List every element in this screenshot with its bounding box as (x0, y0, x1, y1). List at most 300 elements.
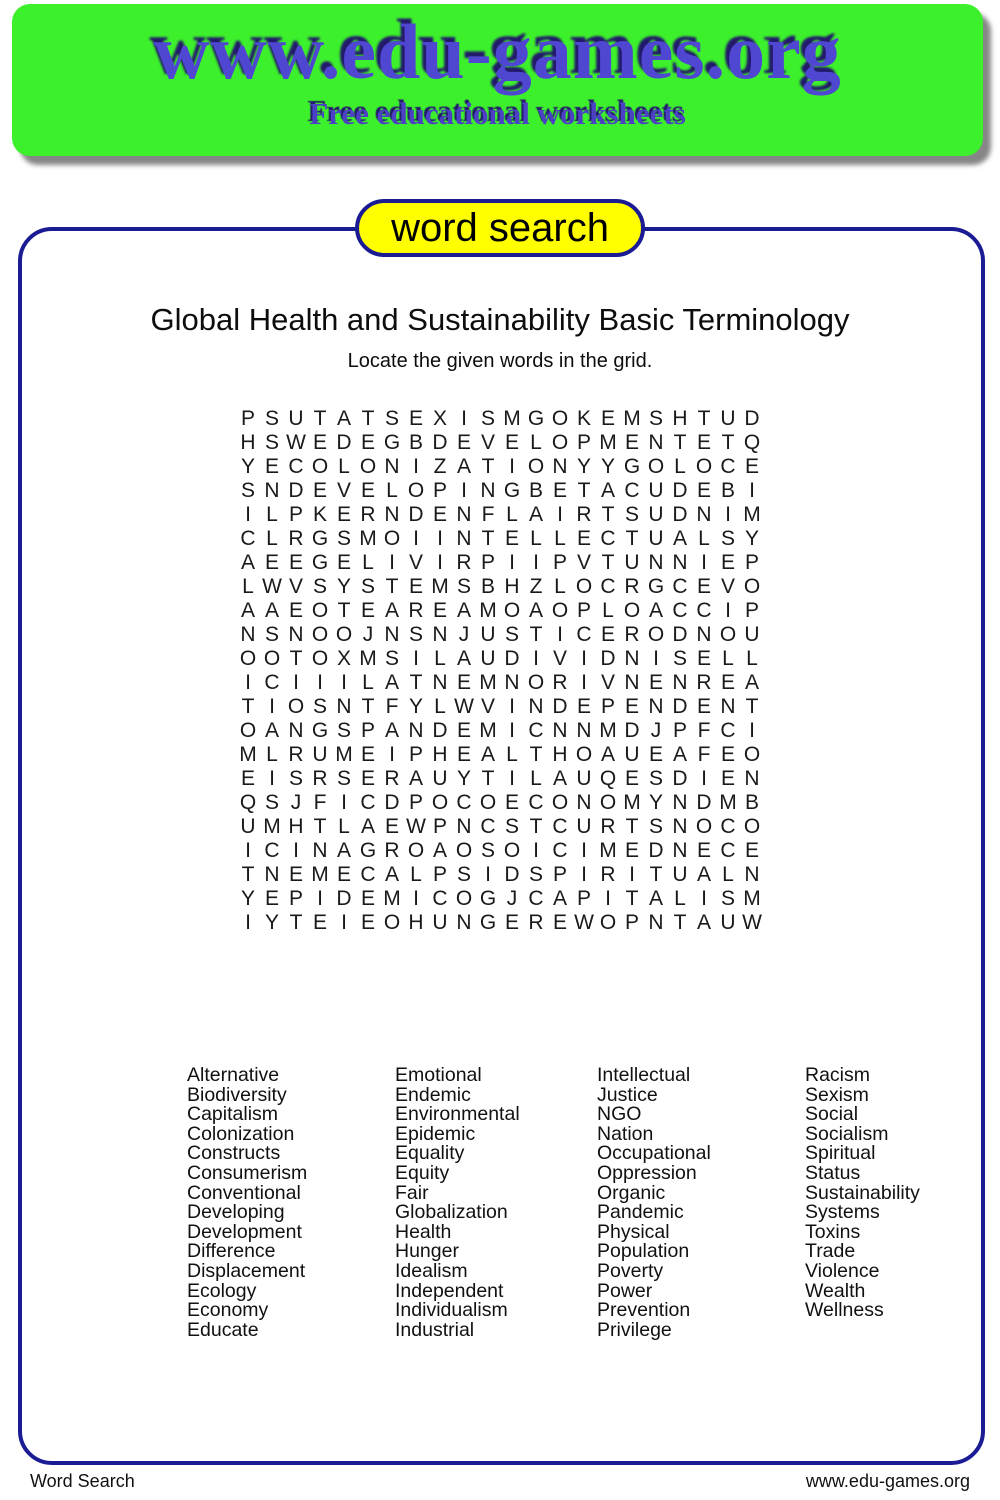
grid-cell: N (480, 479, 496, 502)
grid-cell: F (697, 719, 711, 742)
grid-cell: D (624, 719, 640, 742)
grid-cell: E (288, 551, 303, 574)
grid-cell: T (481, 767, 495, 790)
grid-cell: R (456, 551, 472, 574)
grid-cell: V (600, 671, 615, 694)
grid-cell: Q (743, 431, 761, 454)
grid-cell: A (528, 599, 543, 622)
grid-cell: O (647, 623, 665, 646)
grid-cell: O (263, 647, 281, 670)
grid-cell: V (480, 695, 495, 718)
grid-cell: U (720, 911, 736, 934)
grid-cell: D (672, 695, 688, 718)
grid-cell: N (456, 527, 472, 550)
grid-cell: M (359, 527, 377, 550)
word-item: Equity (395, 1161, 450, 1184)
grid-cell: T (601, 503, 615, 526)
grid-cell: D (504, 863, 520, 886)
grid-cell: S (624, 503, 639, 526)
grid-cell: S (408, 623, 423, 646)
grid-cell: L (530, 767, 542, 790)
grid-cell: I (389, 551, 395, 574)
grid-cell: L (338, 815, 350, 838)
grid-cell: N (456, 815, 472, 838)
grid-cell: O (407, 839, 425, 862)
grid-cell: N (648, 431, 664, 454)
grid-cell: L (602, 599, 614, 622)
grid-cell: D (552, 695, 568, 718)
grid-cell: S (336, 767, 351, 790)
grid-cell: E (576, 527, 591, 550)
grid-cell: C (432, 887, 448, 910)
grid-cell: O (575, 575, 593, 598)
grid-cell: T (625, 815, 639, 838)
grid-cell: L (530, 527, 542, 550)
grid-cell: A (432, 839, 447, 862)
grid-cell: M (335, 743, 353, 766)
grid-cell: L (554, 575, 566, 598)
grid-cell: V (552, 647, 567, 670)
word-item: Epidemic (395, 1122, 476, 1145)
grid-cell: N (576, 719, 592, 742)
grid-cell: U (624, 743, 640, 766)
grid-cell: A (648, 599, 663, 622)
grid-cell: N (648, 551, 664, 574)
grid-cell: O (239, 647, 257, 670)
grid-cell: S (504, 623, 519, 646)
word-item: Independent (395, 1279, 504, 1302)
grid-cell: M (479, 719, 497, 742)
grid-cell: S (384, 647, 399, 670)
grid-cell: I (389, 743, 395, 766)
grid-cell: F (313, 791, 327, 814)
grid-cell: A (456, 647, 471, 670)
grid-cell: P (432, 815, 447, 838)
grid-cell: A (696, 863, 711, 886)
grid-cell: A (384, 671, 399, 694)
grid-cell: A (672, 743, 687, 766)
grid-cell: S (336, 527, 351, 550)
grid-cell: E (336, 503, 351, 526)
grid-cell: I (341, 911, 347, 934)
grid-cell: N (432, 623, 448, 646)
grid-cell: O (455, 839, 473, 862)
grid-cell: I (461, 407, 467, 430)
grid-cell: O (599, 911, 617, 934)
word-item: Pandemic (597, 1201, 684, 1224)
grid-cell: D (672, 479, 688, 502)
grid-cell: U (576, 767, 592, 790)
grid-cell: D (672, 503, 688, 526)
grid-cell: T (529, 623, 543, 646)
grid-cell: T (697, 407, 711, 430)
grid-cell: N (264, 863, 280, 886)
word-item: Power (597, 1279, 653, 1302)
word-item: Environmental (395, 1103, 520, 1126)
grid-cell: O (695, 815, 713, 838)
grid-cell: S (480, 839, 495, 862)
grid-cell: E (600, 407, 615, 430)
grid-cell: R (600, 863, 616, 886)
grid-cell: I (533, 839, 539, 862)
word-item: Biodiversity (187, 1083, 287, 1106)
grid-cell: N (456, 503, 472, 526)
grid-cell: L (338, 455, 350, 478)
grid-cell: O (623, 599, 641, 622)
grid-cell: D (288, 479, 304, 502)
grid-cell: E (744, 455, 759, 478)
grid-cell: E (408, 575, 423, 598)
grid-cell: W (454, 695, 474, 718)
grid-cell: N (672, 839, 688, 862)
grid-cell: N (624, 671, 640, 694)
grid-cell: T (409, 671, 423, 694)
grid-cell: U (240, 815, 256, 838)
grid-cell: E (624, 839, 639, 862)
grid-cell: Y (408, 695, 423, 718)
grid-cell: E (744, 839, 759, 862)
grid-cell: P (576, 431, 591, 454)
grid-cell: S (648, 407, 663, 430)
grid-cell: T (241, 863, 255, 886)
grid-cell: E (360, 767, 375, 790)
grid-cell: I (413, 647, 419, 670)
grid-cell: C (600, 527, 616, 550)
grid-cell: U (720, 407, 736, 430)
grid-cell: A (264, 599, 279, 622)
grid-cell: I (581, 671, 587, 694)
word-item: Difference (187, 1240, 276, 1263)
word-search-badge (355, 199, 645, 257)
grid-cell: O (719, 623, 737, 646)
grid-cell: R (384, 767, 400, 790)
grid-cell: R (408, 599, 424, 622)
grid-cell: E (504, 911, 519, 934)
grid-cell: Y (264, 911, 279, 934)
word-item: Trade (805, 1240, 856, 1263)
grid-cell: M (359, 647, 377, 670)
grid-cell: E (360, 911, 375, 934)
grid-cell: N (408, 719, 424, 742)
word-item: Sexism (805, 1083, 869, 1106)
grid-cell: O (551, 407, 569, 430)
grid-cell: H (504, 575, 520, 598)
grid-cell: I (269, 767, 275, 790)
grid-cell: V (408, 551, 423, 574)
grid-cell: L (434, 695, 446, 718)
grid-cell: G (311, 719, 329, 742)
grid-cell: N (576, 791, 592, 814)
grid-cell: E (648, 671, 663, 694)
grid-cell: E (336, 863, 351, 886)
grid-cell: D (504, 647, 520, 670)
grid-cell: I (413, 455, 419, 478)
grid-cell: M (599, 839, 617, 862)
grid-cell: J (362, 623, 374, 646)
grid-cell: W (286, 431, 306, 454)
grid-cell: F (697, 743, 711, 766)
grid-cell: O (311, 623, 329, 646)
grid-cell: I (725, 503, 731, 526)
grid-cell: N (240, 623, 256, 646)
grid-cell: I (485, 863, 491, 886)
grid-cell: L (722, 647, 734, 670)
grid-cell: O (287, 695, 305, 718)
grid-cell: C (696, 599, 712, 622)
grid-cell: Z (433, 455, 447, 478)
grid-cell: I (341, 791, 347, 814)
grid-cell: W (262, 575, 282, 598)
grid-cell: I (557, 503, 563, 526)
grid-cell: D (408, 503, 424, 526)
grid-cell: S (672, 647, 687, 670)
grid-cell: I (629, 863, 635, 886)
grid-cell: G (623, 455, 641, 478)
grid-cell: G (383, 431, 401, 454)
grid-cell: C (720, 719, 736, 742)
grid-cell: P (600, 695, 615, 718)
header-card (12, 4, 983, 156)
grid-cell: G (503, 479, 521, 502)
grid-cell: P (360, 719, 375, 742)
grid-cell: T (673, 431, 687, 454)
grid-cell: E (240, 767, 255, 790)
grid-cell: T (313, 815, 327, 838)
word-item: Alternative (187, 1064, 280, 1086)
grid-cell: L (530, 431, 542, 454)
grid-cell: O (647, 455, 665, 478)
grid-cell: M (479, 671, 497, 694)
word-item: Colonization (187, 1122, 295, 1145)
grid-cell: N (672, 791, 688, 814)
grid-cell: E (432, 503, 447, 526)
word-item: Systems (805, 1201, 880, 1224)
grid-cell: K (312, 503, 327, 526)
word-item: Economy (187, 1299, 269, 1322)
grid-cell: O (695, 455, 713, 478)
grid-cell: E (264, 551, 279, 574)
grid-cell: S (456, 863, 471, 886)
grid-cell: T (649, 863, 663, 886)
grid-cell: I (245, 839, 251, 862)
grid-cell: S (720, 527, 735, 550)
grid-cell: U (672, 863, 688, 886)
grid-cell: B (480, 575, 495, 598)
grid-cell: W (574, 911, 594, 934)
grid-cell: P (552, 551, 567, 574)
grid-cell: I (725, 599, 731, 622)
grid-cell: L (266, 743, 278, 766)
grid-cell: A (552, 887, 567, 910)
grid-cell: I (605, 887, 611, 910)
grid-cell: M (311, 863, 329, 886)
grid-cell: E (696, 839, 711, 862)
grid-cell: R (288, 743, 304, 766)
grid-cell: A (696, 911, 711, 934)
grid-cell: P (288, 503, 303, 526)
grid-cell: O (359, 455, 377, 478)
grid-cell: E (336, 551, 351, 574)
grid-cell: A (600, 479, 615, 502)
grid-cell: B (720, 479, 735, 502)
grid-cell: I (437, 551, 443, 574)
grid-cell: M (431, 575, 449, 598)
grid-cell: N (696, 623, 712, 646)
grid-cell: C (360, 791, 376, 814)
word-item: Intellectual (597, 1064, 691, 1086)
grid-cell: C (264, 671, 280, 694)
grid-cell: N (384, 623, 400, 646)
grid-cell: E (696, 479, 711, 502)
grid-cell: I (701, 767, 707, 790)
word-column (187, 1066, 307, 1340)
grid-cell: U (288, 407, 304, 430)
grid-cell: U (744, 623, 760, 646)
grid-cell: X (336, 647, 351, 670)
grid-cell: E (624, 695, 639, 718)
word-item: Endemic (395, 1083, 471, 1106)
grid-cell: E (504, 431, 519, 454)
grid-cell: A (384, 599, 399, 622)
word-item: Social (805, 1103, 859, 1126)
grid-cell: E (624, 767, 639, 790)
grid-cell: C (720, 455, 736, 478)
grid-cell: I (509, 767, 515, 790)
grid-cell: H (408, 911, 424, 934)
grid-cell: E (264, 887, 279, 910)
grid-cell: E (720, 551, 735, 574)
grid-cell: I (581, 647, 587, 670)
word-item: Constructs (187, 1142, 281, 1165)
word-item: Capitalism (187, 1103, 279, 1126)
grid-cell: O (479, 791, 497, 814)
grid-cell: O (743, 575, 761, 598)
grid-cell: S (720, 887, 735, 910)
grid-cell: E (312, 911, 327, 934)
grid-cell: S (264, 407, 279, 430)
grid-cell: M (599, 431, 617, 454)
grid-cell: I (533, 551, 539, 574)
grid-cell: C (672, 575, 688, 598)
grid-cell: C (480, 815, 496, 838)
grid-cell: R (576, 503, 592, 526)
grid-cell: A (240, 599, 255, 622)
grid-cell: E (720, 671, 735, 694)
grid-cell: I (701, 551, 707, 574)
word-item: Toxins (805, 1220, 861, 1243)
grid-cell: D (384, 791, 400, 814)
grid-cell: I (341, 671, 347, 694)
grid-cell: E (648, 743, 663, 766)
grid-cell: G (359, 839, 377, 862)
grid-cell: N (288, 623, 304, 646)
word-item: Consumerism (187, 1161, 308, 1184)
grid-cell: O (311, 647, 329, 670)
grid-cell: I (557, 623, 563, 646)
grid-cell: L (746, 647, 758, 670)
site-tagline: Free educational worksheets (309, 96, 686, 131)
grid-cell: Q (239, 791, 257, 814)
grid-cell: R (696, 671, 712, 694)
grid-cell: O (311, 455, 329, 478)
grid-cell: N (384, 503, 400, 526)
grid-cell: C (288, 455, 304, 478)
grid-cell: C (528, 887, 544, 910)
puzzle-instruction: Locate the given words in the grid. (347, 350, 653, 372)
grid-cell: L (242, 575, 254, 598)
grid-cell: R (384, 839, 400, 862)
grid-cell: E (720, 743, 735, 766)
grid-cell: M (239, 743, 257, 766)
grid-cell: U (648, 503, 664, 526)
grid-cell: K (576, 407, 591, 430)
word-item: Socialism (805, 1122, 889, 1145)
grid-cell: E (696, 695, 711, 718)
word-item: Globalization (395, 1201, 508, 1224)
grid-cell: C (672, 599, 688, 622)
grid-cell: L (722, 863, 734, 886)
grid-cell: D (744, 407, 760, 430)
grid-cell: E (696, 647, 711, 670)
word-item: Hunger (395, 1240, 459, 1263)
grid-cell: N (264, 479, 280, 502)
grid-cell: L (386, 479, 398, 502)
grid-cell: W (742, 911, 762, 934)
grid-cell: U (480, 647, 496, 670)
grid-cell: P (576, 599, 591, 622)
grid-cell: P (480, 551, 495, 574)
word-item: Oppression (597, 1161, 697, 1184)
grid-cell: A (480, 743, 495, 766)
grid-cell: V (576, 551, 591, 574)
grid-cell: I (245, 503, 251, 526)
grid-cell: O (551, 431, 569, 454)
grid-cell: E (504, 527, 519, 550)
grid-cell: R (600, 815, 616, 838)
grid-cell: M (743, 503, 761, 526)
grid-cell: N (672, 815, 688, 838)
grid-cell: Y (456, 767, 471, 790)
grid-cell: T (601, 551, 615, 574)
grid-cell: T (385, 575, 399, 598)
grid-cell: T (361, 407, 375, 430)
grid-cell: I (317, 671, 323, 694)
word-item: Wellness (805, 1299, 884, 1322)
grid-cell: B (528, 479, 543, 502)
grid-cell: M (479, 599, 497, 622)
grid-cell: O (431, 791, 449, 814)
grid-cell: A (384, 863, 399, 886)
grid-cell: O (743, 815, 761, 838)
grid-cell: L (674, 455, 686, 478)
grid-cell: H (288, 815, 304, 838)
grid-cell: P (288, 887, 303, 910)
word-item: Spiritual (805, 1142, 876, 1165)
grid-cell: E (456, 719, 471, 742)
grid-cell: U (576, 815, 592, 838)
grid-cell: O (383, 527, 401, 550)
grid-cell: Q (599, 767, 617, 790)
grid-cell: O (383, 911, 401, 934)
grid-cell: H (432, 743, 448, 766)
grid-cell: O (551, 599, 569, 622)
grid-cell: C (264, 839, 280, 862)
grid-cell: E (360, 743, 375, 766)
grid-cell: U (432, 767, 448, 790)
grid-cell: Y (240, 887, 255, 910)
grid-cell: O (239, 719, 257, 742)
grid-cell: N (384, 455, 400, 478)
